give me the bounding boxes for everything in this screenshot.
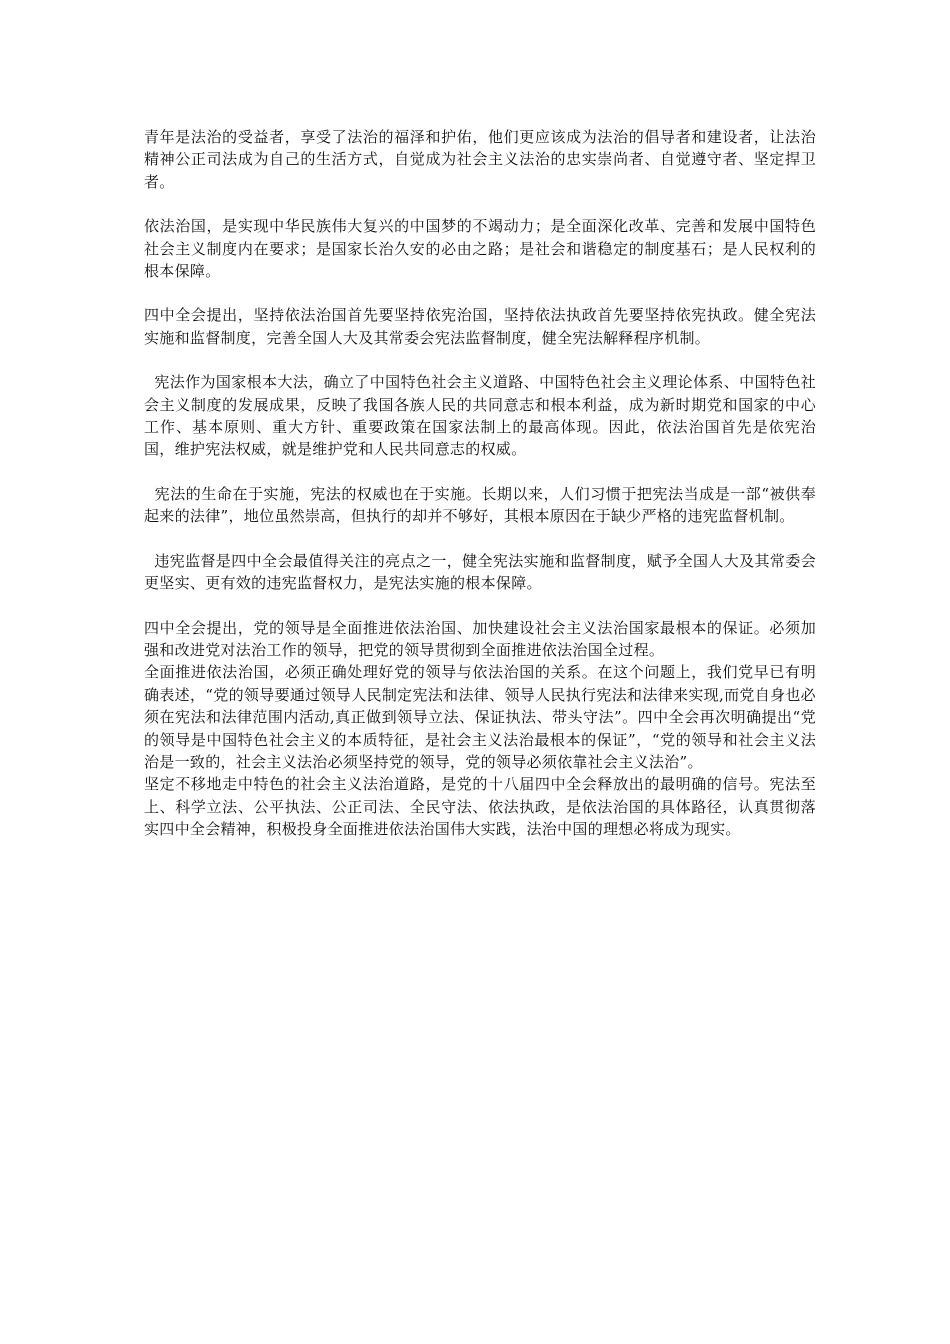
paragraph-8: 全面推进依法治国，必须正确处理好党的领导与依法治国的关系。在这个问题上，我们党早已有明确表述，“党的领导要通过领导人民制定宪法和法律、领导人民执行宪法和法律来实现,而党自身也必须在宪法和法律范围内活动,真正做到领导立法、保证执法、带头守法”。四中全会再次明确提出“党的领导是中国特色社会主义的本质特征，是社会主义法治最根本的保证”，“党的领导和社会主义法治是一致的，社会主义法治必须坚持党的领导，党的领导必须依靠社会主义法治”。 <box>144 663 816 771</box>
document-body <box>144 126 816 841</box>
paragraph-2: 依法治国，是实现中华民族伟大复兴的中国梦的不竭动力；是全面深化改革、完善和发展中国特色社会主义制度内在要求；是国家长治久安的必由之路；是社会和谐稳定的制度基石；是人民权利的根本保障。 <box>144 217 816 281</box>
paragraph-7: 四中全会提出，党的领导是全面推进依法治国、加快建设社会主义法治国家最根本的保证。必须加强和改进党对法治工作的领导，把党的领导贯彻到全面推进依法治国全过程。 <box>144 618 816 659</box>
paragraph-9: 坚定不移地走中特色的社会主义法治道路，是党的十八届四中全会释放出的最明确的信号。宪法至上、科学立法、公平执法、公正司法、全民守法、依法执政，是依法治国的具体路径，认真贯彻落实四中全会精神，积极投身全面推进依法治国伟大实践，法治中国的理想必将成为现实。 <box>144 775 816 839</box>
paragraph-5: 宪法的生命在于实施，宪法的权威也在于实施。长期以来，人们习惯于把宪法当成是一部“被供奉起来的法律”，地位虽然崇高，但执行的却并不够好，其根本原因在于缺少严格的违宪监督机制。 <box>144 484 816 526</box>
paragraph-3: 四中全会提出，坚持依法治国首先要坚持依宪治国，坚持依法执政首先要坚持依宪执政。健全宪法实施和监督制度，完善全国人大及其常委会宪法监督制度，健全宪法解释程序机制。 <box>144 306 816 347</box>
paragraph-1: 青年是法治的受益者，享受了法治的福泽和护佑，他们更应该成为法治的倡导者和建设者，让法治精神公正司法成为自己的生活方式，自觉成为社会主义法治的忠实崇尚者、自觉遵守者、坚定捍卫者。 <box>144 128 816 191</box>
paragraph-6: 违宪监督是四中全会最值得关注的亮点之一，健全宪法实施和监督制度，赋予全国人大及其常委会更坚实、更有效的违宪监督权力，是宪法实施的根本保障。 <box>144 551 817 593</box>
paragraph-4: 宪法作为国家根本大法，确立了中国特色社会主义道路、中国特色社会主义理论体系、中国特色社会主义制度的发展成果，反映了我国各族人民的共同意志和根本利益，成为新时期党和国家的中心工作、基本原则、重大方针、重要政策在国家法制上的最高体现。因此，依法治国首先是依宪治国，维护宪法权威，就是维护党和人民共同意志的权威。 <box>144 373 817 459</box>
